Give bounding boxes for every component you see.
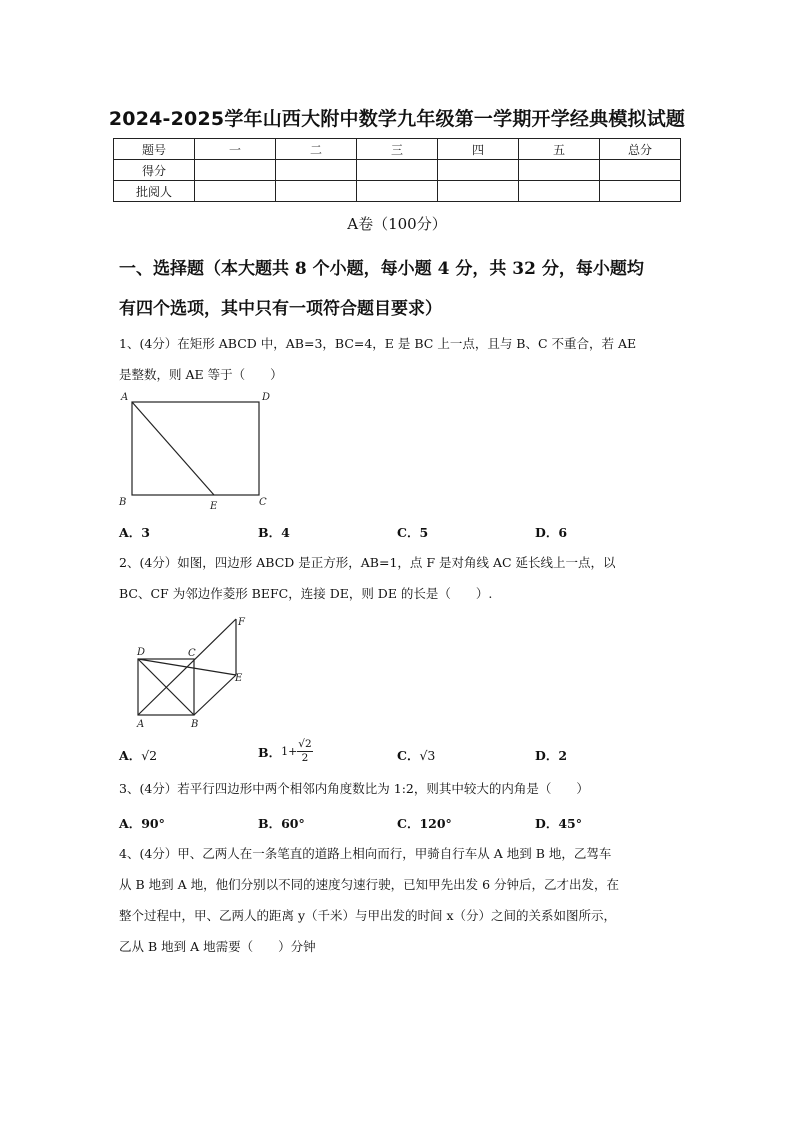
q3-option-b: B．60°: [258, 816, 305, 831]
table-cell: 一: [195, 139, 276, 160]
q2-option-c: C．√3: [397, 748, 436, 763]
table-cell: [357, 181, 438, 202]
table-cell: [357, 160, 438, 181]
label-a: A: [121, 392, 129, 403]
section-a-heading: A卷（100分）: [347, 215, 447, 233]
table-cell: 题号: [114, 139, 195, 160]
table-cell: [195, 160, 276, 181]
label-b: B: [191, 719, 199, 730]
table-cell: 三: [357, 139, 438, 160]
table-row: [114, 139, 681, 160]
table-cell: 五: [519, 139, 600, 160]
table-cell: [438, 181, 519, 202]
table-cell: [276, 160, 357, 181]
q3-option-d: D．45°: [535, 816, 582, 831]
label-e: E: [235, 673, 243, 684]
table-row: [114, 181, 681, 202]
question-2-line2: BC、CF 为邻边作菱形 BEFC，连接 DE，则 DE 的长是（ ）.: [119, 586, 493, 601]
q3-option-c: C．120°: [397, 816, 452, 831]
label-c: C: [188, 648, 196, 659]
question-1-line2: 是整数，则 AE 等于（ ）: [119, 367, 283, 382]
table-cell: 总分: [600, 139, 681, 160]
label-d: D: [137, 647, 146, 658]
label-a: A: [137, 719, 145, 730]
q2-option-d: D．2: [535, 748, 568, 763]
segment-de: [138, 659, 236, 675]
section-one-heading-line1: 一、选择题（本大题共 8 个小题，每小题 4 分，共 32 分，每小题均: [119, 259, 644, 279]
question-4-line3: 整个过程中，甲、乙两人的距离 y（千米）与甲出发的时间 x（分）之间的关系如图所示，: [119, 908, 617, 923]
q1-option-b: B．4: [258, 525, 290, 540]
q1-option-a: A．3: [119, 525, 150, 540]
label-e: E: [210, 501, 218, 512]
rectangle-abcd: [132, 402, 259, 495]
q2-option-a: A．√2: [119, 748, 158, 763]
q2-option-b: B． 1+ $\frac{√2}{2}$: [258, 738, 312, 764]
question-2-figure: [130, 613, 255, 731]
question-4-line1: 4、(4分）甲、乙两人在一条笔直的道路上相向而行，甲骑自行车从 A 地到 B 地，乙驾车: [119, 846, 612, 861]
table-cell: [600, 160, 681, 181]
table-cell: [519, 181, 600, 202]
table-cell: 批阅人: [114, 181, 195, 202]
question-2-line1: 2、(4分）如图，四边形 ABCD 是正方形，AB=1，点 F 是对角线 AC 延长线上一点，以: [119, 555, 616, 570]
table-cell: 四: [438, 139, 519, 160]
table-cell: [600, 181, 681, 202]
table-cell: 二: [276, 139, 357, 160]
question-3-line1: 3、(4分）若平行四边形中两个相邻内角度数比为 1:2，则其中较大的内角是（ ）: [119, 781, 589, 796]
label-d: D: [262, 392, 271, 403]
table-cell: [276, 181, 357, 202]
question-4-line4: 乙从 B 地到 A 地需要（ ）分钟: [119, 939, 316, 954]
table-cell: [519, 160, 600, 181]
score-table: [113, 138, 681, 202]
table-cell: [438, 160, 519, 181]
table-cell: [195, 181, 276, 202]
table-row: [114, 160, 681, 181]
section-one-heading-line2: 有四个选项，其中只有一项符合题目要求）: [119, 299, 442, 319]
q1-option-d: D．6: [535, 525, 568, 540]
table-cell: 得分: [114, 160, 195, 181]
label-b: B: [119, 497, 127, 508]
q1-option-c: C．5: [397, 525, 429, 540]
label-f: F: [238, 617, 245, 628]
question-4-line2: 从 B 地到 A 地，他们分别以不同的速度匀速行驶，已知甲先出发 6 分钟后，乙才出发，在: [119, 877, 620, 892]
label-c: C: [259, 497, 267, 508]
question-1-line1: 1、(4分）在矩形 ABCD 中，AB=3，BC=4，E 是 BC 上一点，且与 B、C 不重合，若 AE: [119, 336, 637, 351]
page-title: 2024-2025学年山西大附中数学九年级第一学期开学经典模拟试题: [108, 108, 686, 130]
segment-be: [194, 675, 236, 715]
question-1-figure: [115, 390, 285, 515]
q3-option-a: A．90°: [119, 816, 165, 831]
segment-ae: [132, 402, 214, 495]
